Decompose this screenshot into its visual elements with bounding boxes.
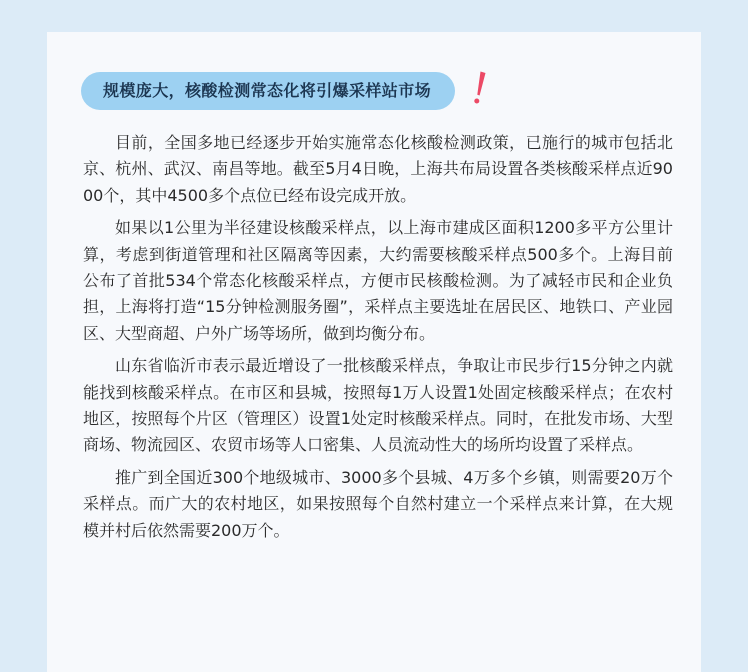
paragraph: 推广到全国近300个地级城市、3000多个县城、4万多个乡镇，则需要20万个采样点。而广大的农村地区，如果按照每个自然村建立一个采样点来计算，在大规模并村后依然需要200万个。 bbox=[83, 467, 673, 540]
paragraph: 如果以1公里为半径建设核酸采样点，以上海市建成区面积1200多平方公里计算，考虑到街道管理和社区隔离等因素，大约需要核酸采样点500多个。上海目前公布了首批534个常态化核酸采样点，方便市民核酸检测。为了减轻市民和企业负担，上海将打造“15分钟检测服务圈”，采样点主要选址在居民区、地铁口、产业园区、大型商超、户外广场等场所，做到均衡分布。 bbox=[83, 218, 673, 343]
exclamation-mark-icon bbox=[472, 70, 488, 108]
section-heading-container bbox=[81, 72, 455, 110]
paragraph: 目前，全国多地已经逐步开始实施常态化核酸检测政策，已施行的城市包括北京、杭州、武汉、南昌等地。截至5月4日晚，上海共布局设置各类核酸采样点近9000个，其中4500多个点位已经布设完成开放。 bbox=[83, 133, 673, 205]
paragraph: 山东省临沂市表示最近增设了一批核酸采样点，争取让市民步行15分钟之内就能找到核酸采样点。在市区和县城，按照每1万人设置1处固定核酸采样点；在农村地区，按照每个片区（管理区）设置1处定时核酸采样点。同时，在批发市场、大型商场、物流园区、农贸市场等人口密集、人员流动性大的场所均设置了采样点。 bbox=[83, 356, 673, 455]
section-heading: 规模庞大，核酸检测常态化将引爆采样站市场 bbox=[81, 72, 455, 110]
article-card bbox=[47, 32, 701, 672]
article-body bbox=[83, 130, 673, 550]
